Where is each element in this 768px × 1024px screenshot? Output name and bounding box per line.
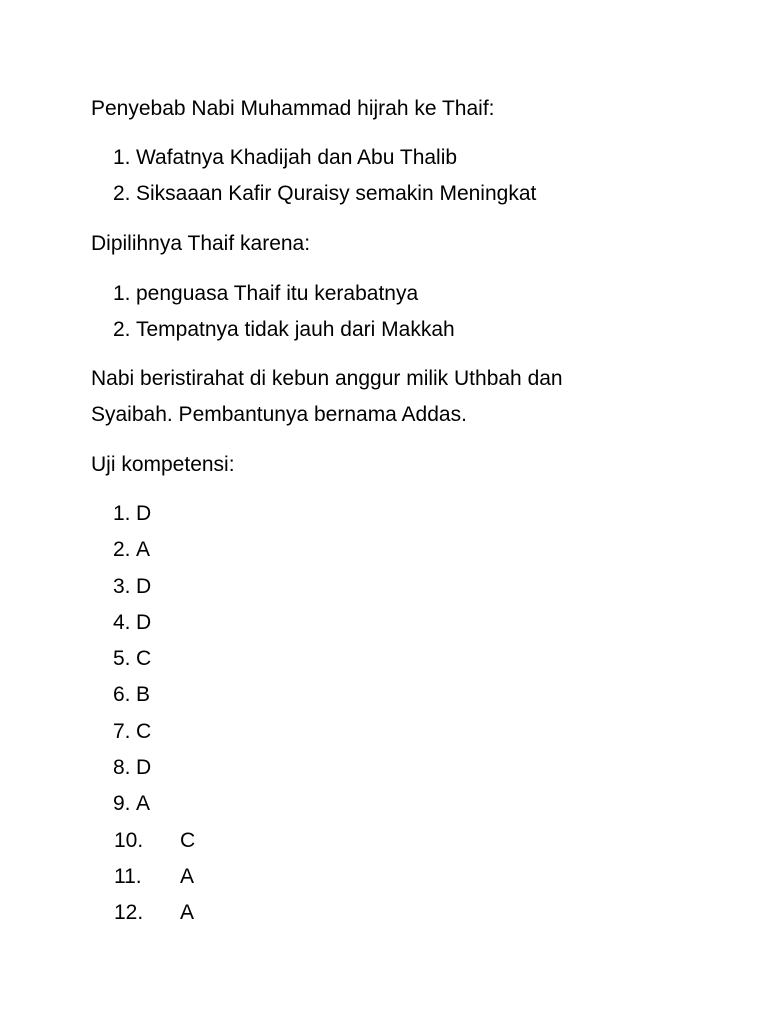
paragraph-line-1: Nabi beristirahat di kebun anggur milik Uthbah dan: [91, 367, 563, 390]
heading-dipilihnya: Dipilihnya Thaif karena:: [91, 232, 311, 255]
list-text: penguasa Thaif itu kerabatnya: [136, 282, 419, 305]
list-number: 7.: [113, 719, 131, 743]
answer-text: D: [136, 610, 152, 634]
list-number: 10.: [114, 828, 144, 852]
list-number: 5.: [113, 647, 131, 671]
list-number: 9.: [113, 792, 131, 816]
list-number: 6.: [113, 683, 131, 707]
list-number: 8.: [113, 756, 131, 780]
heading-penyebab: Penyebab Nabi Muhammad hijrah ke Thaif:: [91, 97, 495, 120]
list-text: Tempatnya tidak jauh dari Makkah: [136, 318, 455, 342]
answer-text: D: [136, 502, 152, 525]
list-number: 2.: [113, 182, 131, 206]
answer-text: C: [180, 828, 196, 852]
list-number: 1.: [113, 146, 131, 169]
answer-text: A: [180, 864, 195, 888]
list-number: 1.: [113, 502, 131, 525]
list-number: 11.: [114, 864, 142, 888]
answer-text: D: [136, 756, 152, 780]
paragraph-line-2: Syaibah. Pembantunya bernama Addas.: [91, 403, 467, 426]
answer-text: A: [180, 901, 195, 925]
answer-text: B: [136, 683, 151, 707]
list-number: 12.: [114, 901, 144, 925]
answer-text: A: [136, 538, 151, 562]
answer-text: C: [136, 719, 152, 743]
answer-text: A: [136, 792, 151, 816]
answer-text: C: [136, 647, 152, 671]
list-text: Wafatnya Khadijah dan Abu Thalib: [136, 146, 458, 169]
answer-text: D: [136, 574, 152, 598]
list-text: Siksaaan Kafir Quraisy semakin Meningkat: [136, 182, 537, 206]
list-number: 4.: [113, 610, 131, 634]
list-number: 2.: [113, 538, 131, 562]
list-number: 2.: [113, 318, 131, 342]
heading-uji-kompetensi: Uji kompetensi:: [91, 453, 235, 476]
list-number: 1.: [113, 282, 131, 305]
list-number: 3.: [113, 574, 131, 598]
